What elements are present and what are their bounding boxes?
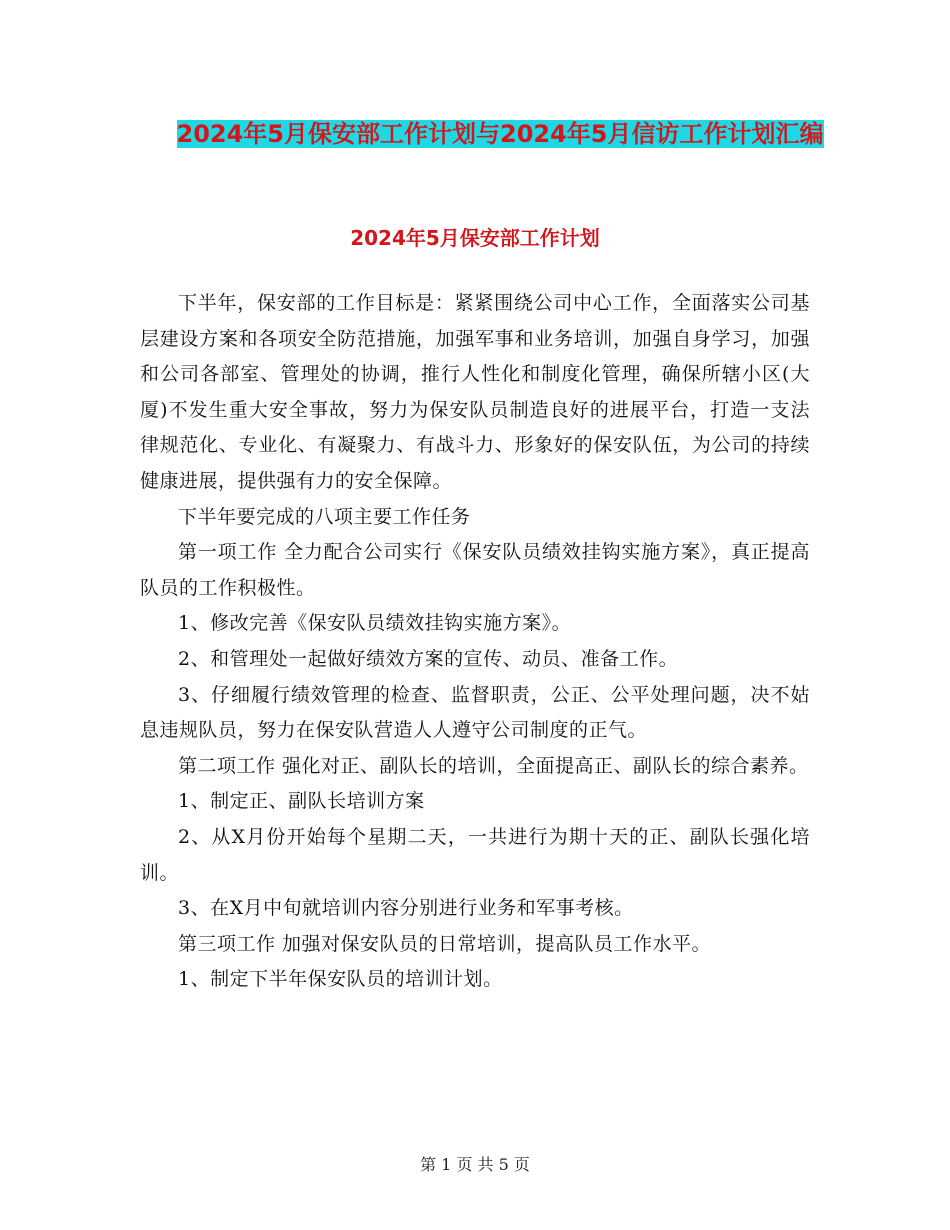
body-paragraph: 1、制定正、副队长培训方案 <box>178 790 425 813</box>
body-paragraph: 第一项工作 全力配合公司实行《保安队员绩效挂钩实施方案》，真正提高队员的工作积极性。 <box>140 541 810 599</box>
body-paragraph: 第三项工作 加强对保安队员的日常培训，提高队员工作水平。 <box>178 932 712 955</box>
page-number-footer: 第 1 页 共 5 页 <box>420 1155 530 1174</box>
body-paragraph: 下半年，保安部的工作目标是：紧紧围绕公司中心工作，全面落实公司基层建设方案和各项安全防范措施，加强军事和业务培训，加强自身学习，加强和公司各部室、管理处的协调，推行人性化和制度化管理，确保所辖小区(大厦)不发生重大安全事故，努力为保安队员制造良好的进展平台，打造一支法律规范化、专业化、有凝聚力、有战斗力、形象好的保安队伍，为公司的持续健康进展，提供强有力的安全保障。 <box>140 292 810 492</box>
document-title-text: 2024年5月保安部工作计划与2024年5月信访工作计划汇编 <box>176 120 824 148</box>
body-paragraph: 3、在X月中旬就培训内容分别进行业务和军事考核。 <box>178 897 634 920</box>
document-body <box>140 286 810 998</box>
body-paragraph: 1、修改完善《保安队员绩效挂钩实施方案》。 <box>178 612 572 635</box>
body-paragraph: 下半年要完成的八项主要工作任务 <box>178 505 471 528</box>
document-title <box>140 108 860 160</box>
body-paragraph: 2、和管理处一起做好绩效方案的宣传、动员、准备工作。 <box>178 647 679 670</box>
body-paragraph: 1、制定下半年保安队员的培训计划。 <box>178 968 503 991</box>
body-paragraph: 3、仔细履行绩效管理的检查、监督职责，公正、公平处理问题，决不姑息违规队员，努力在保安队营造人人遵守公司制度的正气。 <box>140 683 810 742</box>
body-paragraph: 2、从X月份开始每个星期二天，一共进行为期十天的正、副队长强化培训。 <box>140 825 810 884</box>
body-paragraph: 第二项工作 强化对正、副队长的培训，全面提高正、副队长的综合素养。 <box>178 754 809 777</box>
section-title: 2024年5月保安部工作计划 <box>350 226 600 250</box>
